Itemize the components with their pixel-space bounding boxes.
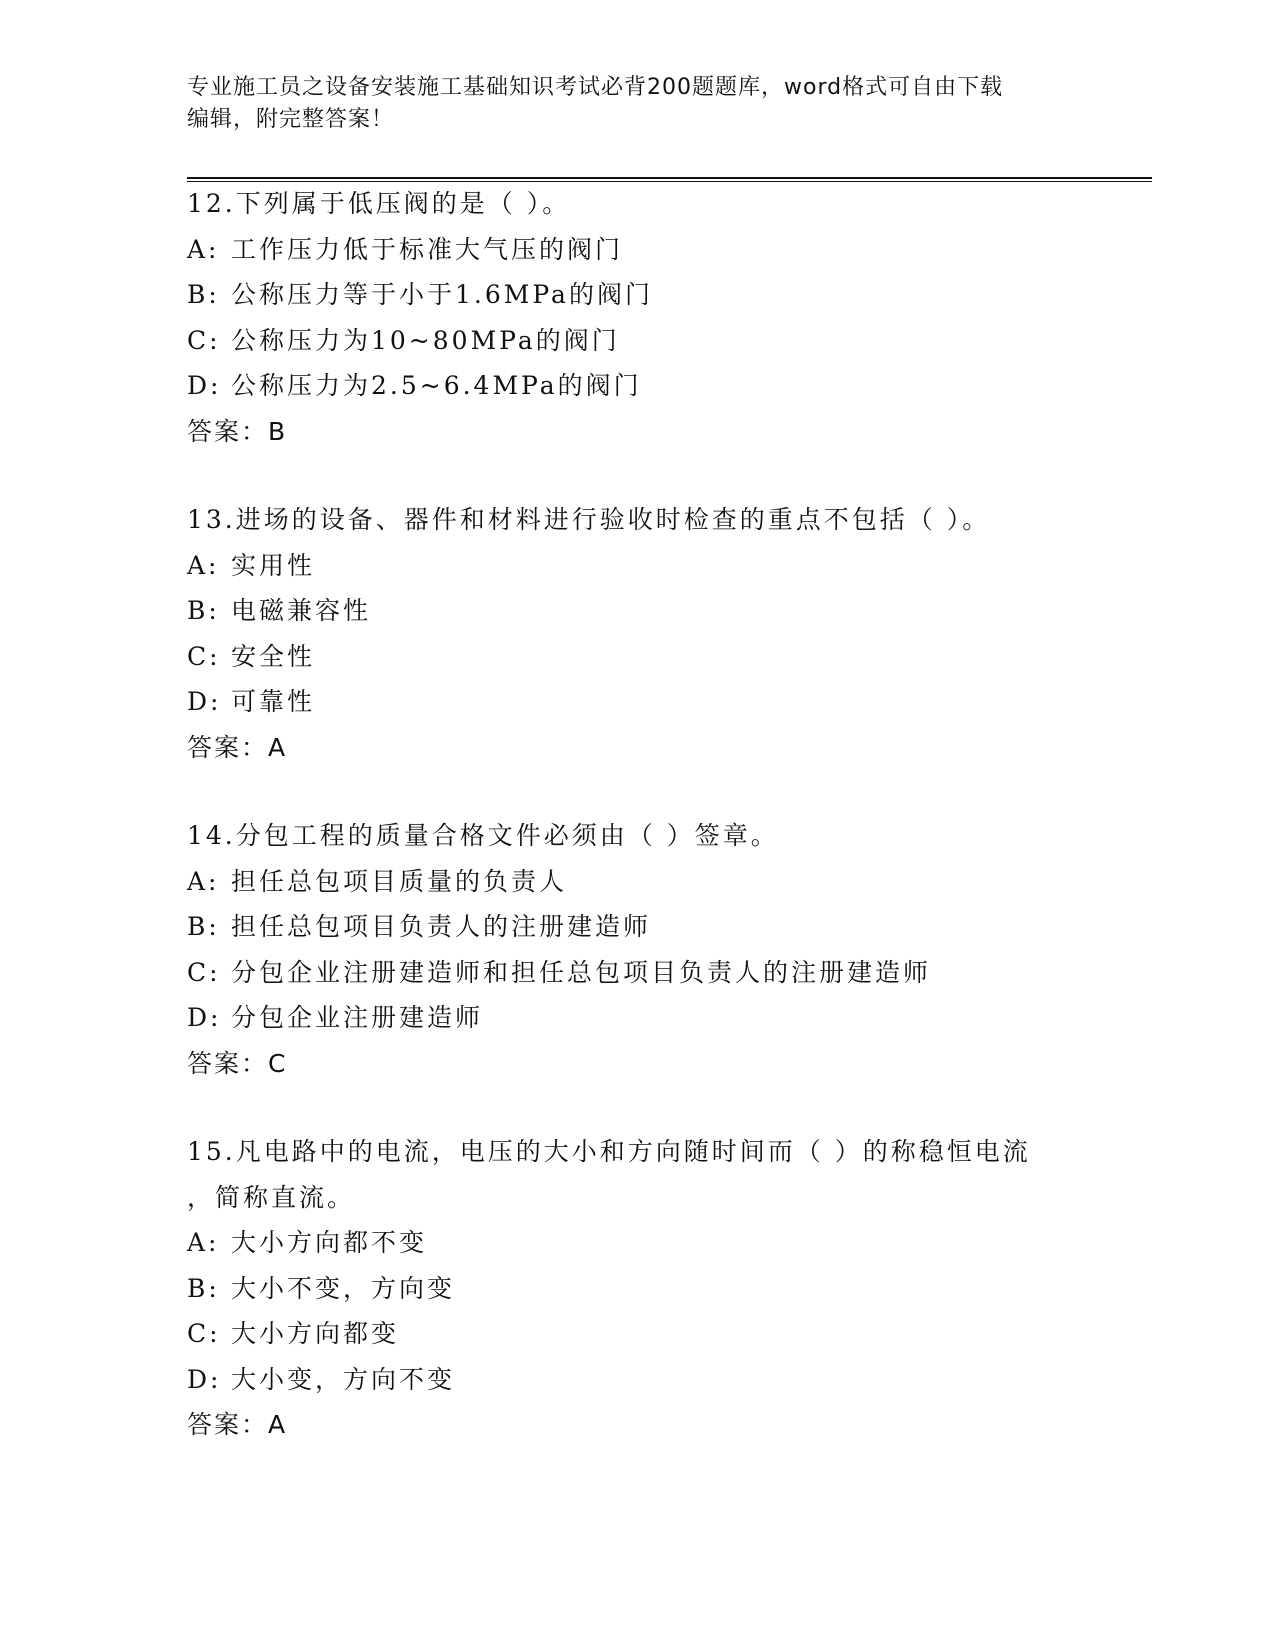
question-13: [187, 497, 1087, 770]
question-12: [187, 181, 1087, 454]
option-letter: D:: [187, 687, 222, 716]
option-letter: A:: [187, 550, 220, 580]
option-letter: A:: [187, 234, 220, 264]
option-d: [187, 995, 1087, 1041]
question-stem: 12.下列属于低压阀的是（ ）。: [187, 189, 571, 218]
option-letter: B:: [187, 596, 220, 625]
option-letter: D:: [187, 1364, 222, 1394]
answer-label: 答案：A: [187, 1410, 288, 1439]
option-text: 公称压力为2.5~6.4MPa的阀门: [231, 371, 642, 400]
option-text: 大小变，方向不变: [231, 1364, 456, 1394]
option-text: 大小不变，方向变: [231, 1273, 456, 1303]
question-stem-line-2: ，简称直流。: [187, 1182, 356, 1212]
option-c: [187, 634, 1087, 680]
option-text: 担任总包项目质量的负责人: [231, 866, 568, 896]
option-text: 安全性: [231, 641, 316, 671]
option-b: [187, 588, 1087, 634]
option-text: 实用性: [231, 550, 316, 580]
header-title-line-2: 编辑，附完整答案！: [187, 107, 395, 132]
option-letter: B:: [187, 280, 220, 309]
option-a: [187, 859, 1087, 905]
option-letter: C:: [187, 1319, 221, 1348]
option-b: [187, 1266, 1087, 1312]
option-text: 分包企业注册建造师和担任总包项目负责人的注册建造师: [231, 957, 932, 987]
option-text: 可靠性: [231, 687, 316, 716]
option-letter: A:: [187, 1228, 220, 1257]
option-letter: D:: [187, 1003, 222, 1032]
option-a: [187, 543, 1087, 589]
option-text: 担任总包项目负责人的注册建造师: [231, 912, 652, 941]
option-letter: D:: [187, 371, 222, 400]
option-a: [187, 227, 1087, 273]
option-text: 公称压力等于小于1.6MPa的阀门: [231, 280, 653, 309]
option-d: [187, 363, 1087, 409]
option-letter: A:: [187, 866, 220, 896]
document-header: [187, 72, 1067, 136]
answer-label: 答案：B: [187, 416, 288, 446]
option-letter: B:: [187, 1273, 220, 1303]
option-b: [187, 272, 1087, 318]
option-letter: B:: [187, 912, 220, 941]
question-stem: 14.分包工程的质量合格文件必须由（ ）签章。: [187, 821, 779, 850]
option-d: [187, 1357, 1087, 1403]
option-c: [187, 950, 1087, 996]
answer-label: 答案：C: [187, 1048, 288, 1078]
option-text: 分包企业注册建造师: [231, 1003, 484, 1032]
option-text: 公称压力为10~80MPa的阀门: [231, 325, 620, 355]
question-15: [187, 1129, 1087, 1448]
option-letter: C:: [187, 957, 221, 987]
option-letter: C:: [187, 641, 221, 671]
option-d: [187, 679, 1087, 725]
option-c: [187, 1311, 1087, 1357]
option-text: 大小方向都不变: [231, 1228, 428, 1257]
question-14: [187, 813, 1087, 1086]
option-text: 工作压力低于标准大气压的阀门: [231, 234, 624, 264]
option-text: 大小方向都变: [231, 1319, 400, 1348]
option-c: [187, 318, 1087, 364]
question-stem-line-1: 15.凡电路中的电流，电压的大小和方向随时间而（ ）的称稳恒电流: [187, 1137, 1031, 1166]
header-title-line-1: 专业施工员之设备安装施工基础知识考试必背200题题库，word格式可自由下载: [187, 75, 1004, 100]
option-text: 电磁兼容性: [231, 596, 372, 625]
option-letter: C:: [187, 325, 221, 355]
option-a: [187, 1220, 1087, 1266]
question-stem: 13.进场的设备、器件和材料进行验收时检查的重点不包括（ ）。: [187, 505, 991, 534]
answer-label: 答案：A: [187, 732, 288, 762]
option-b: [187, 904, 1087, 950]
